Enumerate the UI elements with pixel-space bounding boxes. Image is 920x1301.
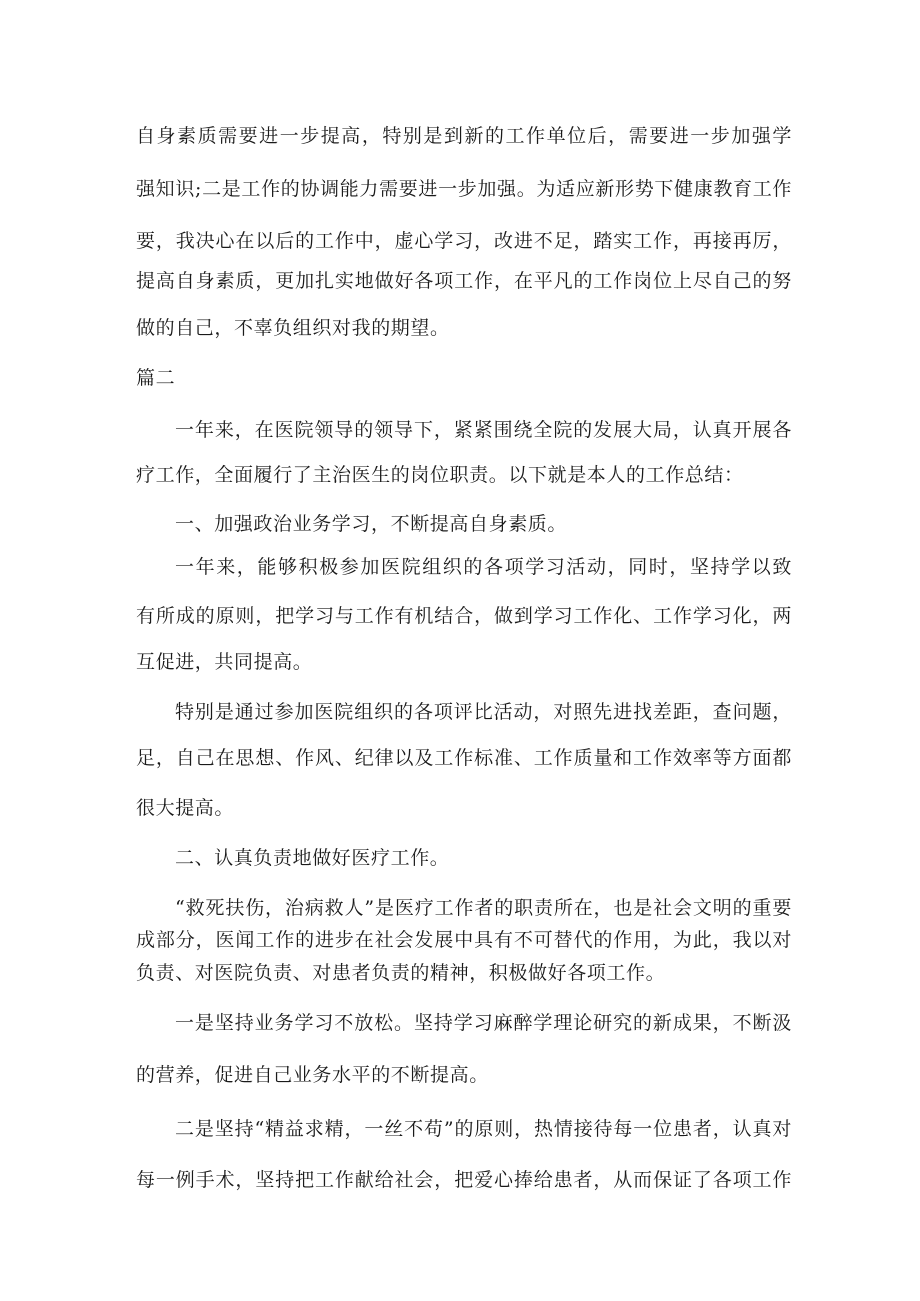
text-line: 的营养，促进自己业务水平的不断提高。	[136, 1064, 489, 1086]
text-line: 一是坚持业务学习不放松。坚持学习麻醉学理论研究的新成果，不断汲	[175, 1012, 792, 1034]
text-line: 自身素质需要进一步提高，特别是到新的工作单位后，需要进一步加强学	[136, 125, 792, 147]
text-line: 互促进，共同提高。	[136, 651, 313, 673]
text-line: 负责、对医院负责、对患者负责的精神，积极做好各项工作。	[136, 962, 666, 984]
text-line: 一年来，能够积极参加医院组织的各项学习活动，同时，坚持学以致	[175, 556, 792, 578]
subheading-2: 二、认真负责地做好医疗工作。	[175, 847, 450, 869]
text-line: “救死扶伤，治病救人”是医疗工作者的职责所在，也是社会文明的重要	[175, 897, 792, 919]
text-line: 强知识;二是工作的协调能力需要进一步加强。为适应新形势下健康教育工作	[136, 178, 792, 200]
text-line: 一年来，在医院领导的领导下，紧紧围绕全院的发展大局，认真开展各	[175, 419, 792, 441]
text-line: 足，自己在思想、作风、纪律以及工作标准、工作质量和工作效率等方面都	[136, 747, 792, 769]
text-line: 要，我决心在以后的工作中，虚心学习，改进不足，踏实工作，再接再厉，	[136, 230, 792, 252]
text-line: 有所成的原则，把学习与工作有机结合，做到学习工作化、工作学习化，两	[136, 605, 792, 627]
section-heading: 篇二	[136, 367, 176, 389]
text-line: 提高自身素质，更加扎实地做好各项工作，在平凡的工作岗位上尽自己的努	[136, 270, 792, 292]
text-line: 特别是通过参加医院组织的各项评比活动，对照先进找差距，查问题，	[175, 701, 792, 723]
text-line: 成部分，医闻工作的进步在社会发展中具有不可替代的作用，为此，我以对	[136, 929, 792, 951]
text-line: 二是坚持“精益求精，一丝不苟”的原则，热情接待每一位患者，认真对	[175, 1118, 792, 1140]
text-line: 很大提高。	[136, 797, 235, 819]
text-line: 每一例手术，坚持把工作献给社会，把爱心捧给患者，从而保证了各项工作	[136, 1169, 792, 1191]
text-line: 疗工作，全面履行了主治医生的岗位职责。以下就是本人的工作总结：	[136, 464, 744, 486]
text-line: 做的自己，不辜负组织对我的期望。	[136, 317, 450, 339]
subheading-1: 一、加强政治业务学习，不断提高自身素质。	[175, 513, 568, 535]
